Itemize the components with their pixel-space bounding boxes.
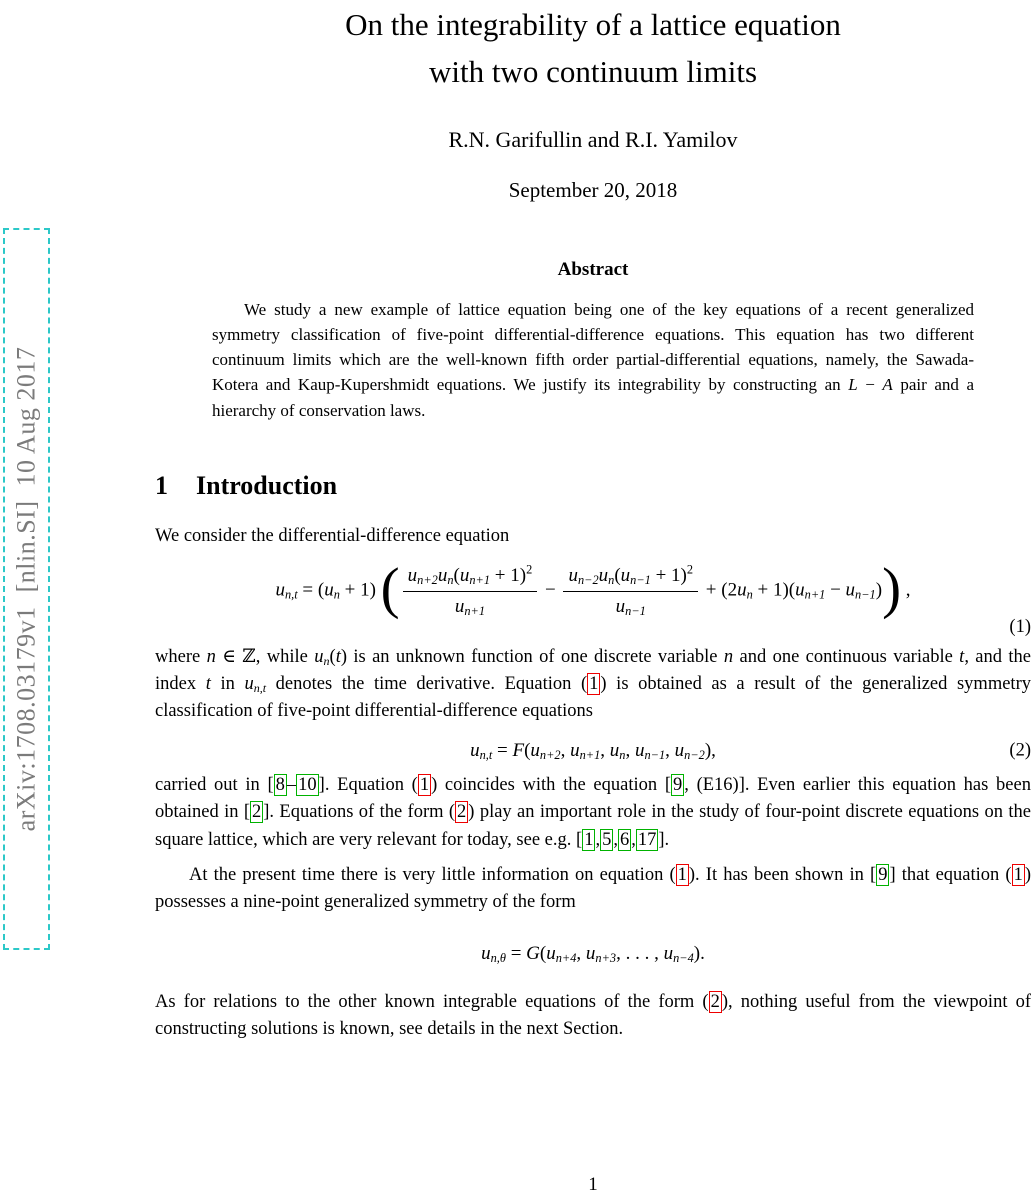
math-subscript: n [746,587,753,602]
citation-link[interactable]: 9 [672,774,683,795]
equation-2 [155,740,1031,762]
equation-3 [155,943,1031,965]
math-subscript: n,t [253,681,267,696]
big-paren: ) [882,557,902,621]
math-variable: u [530,739,540,761]
paragraph-present: At the present time there is very little information on equation ( 1 ). It has been shown in [ 9 ] that equation ( 1 ) possesses a nine-point generalized symmetry of the form [155,864,1031,913]
math-subscript: n+1 [804,587,826,602]
math-variable: u [407,565,418,587]
math-subscript: n [447,573,454,588]
page-number: 1 [588,1174,598,1195]
math-subscript: n+1 [464,603,486,618]
date: September 20, 2018 [508,178,678,202]
math-subscript: n,θ [490,950,506,965]
math-variable: u [663,942,674,964]
paragraph-relations: As for relations to the other known integrable equations of the form ( 2 ), nothing useful from the viewpoint of constructing solutions is known, see details in the next Section. [155,991,1031,1040]
math-subscript: n+2 [417,573,438,588]
title-line-1: On the integrability of a lattice equation [345,7,841,42]
math-variable: n [206,646,216,667]
paragraph-where: where n ∈ ℤ, while $u_n(t)$ is an unknown function of one discrete variable n and one continuous variable t, and the index t in $u_{n,t}$ denotes the time derivative. Equation ( 1 ) is obtained as a result of the generalized symmetry classification of five-point differential-difference equations [155,646,1031,722]
math-variable: n [723,646,734,667]
math-subscript: n [608,573,615,588]
math-variable: u [598,565,609,587]
equation-ref-link[interactable]: 1 [677,864,687,885]
math-variable: u [324,579,334,601]
math-subscript: n−2 [684,747,705,762]
equation-ref-link[interactable]: 1 [419,774,430,795]
math-variable: u [546,942,556,964]
abstract-heading: Abstract [557,259,629,280]
math-subscript: n−4 [673,950,694,965]
paragraph-carried: carried out in [ 8 – 10 ]. Equation ( 1 ) coincides with the equation [ 9 , (E16)]. Even earlier this equation has been obtained in [ 2 ]. Equations of the form ( 2 ) play an important role in the study of four-point discrete equations on the square lattice, which are very relevant for today, see e.g. [ 1 , 5 , 6 , 17 ]. [155,774,1031,850]
citation-link[interactable]: 8 [275,774,285,795]
math-subscript: n+1 [469,573,491,588]
math-subscript: n−1 [855,587,876,602]
paragraph-intro: We consider the differential-difference equation [155,525,510,546]
math-variable: u [470,739,480,761]
math-variable: u [454,595,465,617]
math-subscript: n,t [479,747,493,762]
paper-title [155,2,1031,95]
math-variable: u [275,579,285,601]
math-variable: u [459,565,470,587]
fraction: $\frac{u_{n-2}u_n(u_{n-1} + 1)^2}{u_{n-1}}$ [563,564,698,619]
math-variable: u [244,674,254,695]
math-variable: t [205,674,211,695]
math-variable: u [674,739,685,761]
math-subscript: n+2 [539,747,561,762]
equation-1 [155,557,1031,621]
math-variable: t [959,646,965,667]
math-subscript: n [323,653,330,668]
authors: R.N. Garifullin and R.I. Yamilov [448,127,738,152]
math-subscript: n [619,747,626,762]
math-variable: u [568,565,578,587]
equation-ref-link[interactable]: 2 [457,802,467,823]
math-subscript: n−2 [577,573,599,588]
section-heading [155,471,1031,501]
math-subscript: n,t [284,587,298,602]
equation-1-tag: (1) [1009,616,1031,637]
equation-ref-link[interactable]: 1 [589,674,599,695]
citation-link[interactable]: 1 [584,829,594,850]
math-variable: u [570,739,580,761]
math-subscript: n−1 [644,747,666,762]
math-variable: u [845,579,856,601]
citation-link[interactable]: 2 [252,802,262,823]
section-number: 1 [155,470,168,500]
math-subscript: n−1 [630,573,651,588]
title-line-2: with two continuum limits [428,53,758,89]
equation-2-body: $u_{n,t} = F(u_{n+2}$, $u_{n+1}$, $u_n$, $u_{n-1}$, $u_{n-2}$), [470,739,716,762]
math-variable: F [512,739,525,761]
big-paren: ( [380,557,400,621]
arxiv-banner-text: arXiv:1708.03179v1 [nlin.SI] 10 Aug 2017 [11,346,41,832]
math-variable: u [620,565,631,587]
section-title: Introduction [196,470,338,500]
math-superscript: 2 [526,562,533,577]
equation-ref-link[interactable]: 2 [710,991,720,1012]
abstract [155,259,1031,423]
equation-2-tag: (2) [1009,740,1031,761]
equation-1-body: $u_{n,t} = (u_n + 1)$ ( $\frac{u_{n+2}u_n(u_{n+1} + 1)^2}{u_{n+1}}$ − $\frac{u_{n-2}u_n(u_{n-1} + 1)^2}{u_{n-1}}$ + $(2u_n + 1)(u_{n+1} - u_{n-1})$) , [275,557,911,621]
math-variable: G [526,942,540,964]
equation-ref-link[interactable]: 1 [1013,864,1023,885]
math-subscript: n+1 [579,747,601,762]
citation-link[interactable]: 6 [619,829,630,850]
citation-link[interactable]: 5 [602,829,612,850]
arxiv-banner [3,228,50,950]
math-subscript: n+4 [555,950,577,965]
math-variable: u [609,739,620,761]
math-variable: u [795,579,805,601]
abstract-text: We study a new example of lattice equation being one of the key equations of a recent generalized symmetry classification of five-point differential-difference equations. This equation has two different continuum limits which are the well-known fifth order partial-differential equations, namely, the Sawada-Kotera and Kaup-Kupershmidt equations. We justify its integrability by constructing an L − A pair and a hierarchy of conservation laws. [212,300,974,420]
math-variable: A [882,375,893,395]
math-variable: L [848,375,858,395]
math-variable: u [585,942,596,964]
math-subscript: n [333,587,340,602]
math-variable: u [615,595,626,617]
math-variable: u [737,579,747,601]
math-variable: u [481,942,491,964]
paper-content [155,0,1031,1200]
math-subscript: n+3 [595,950,617,965]
math-variable: t [335,646,341,667]
citation-link[interactable]: 17 [637,829,657,850]
math-superscript: 2 [686,562,694,577]
math-variable: u [437,565,448,587]
math-subscript: n−1 [625,603,646,618]
citation-link[interactable]: 9 [878,864,888,885]
math-variable: u [634,739,645,761]
fraction: $\frac{u_{n+2}u_n(u_{n+1} + 1)^2}{u_{n+1}}$ [403,564,538,619]
equation-3-body: $u_{n,\theta} = G(u_{n+4}$, $u_{n+3}$, . . . , $u_{n-4}$). [481,942,705,965]
citation-link[interactable]: 10 [298,774,317,795]
math-variable: u [314,646,324,667]
